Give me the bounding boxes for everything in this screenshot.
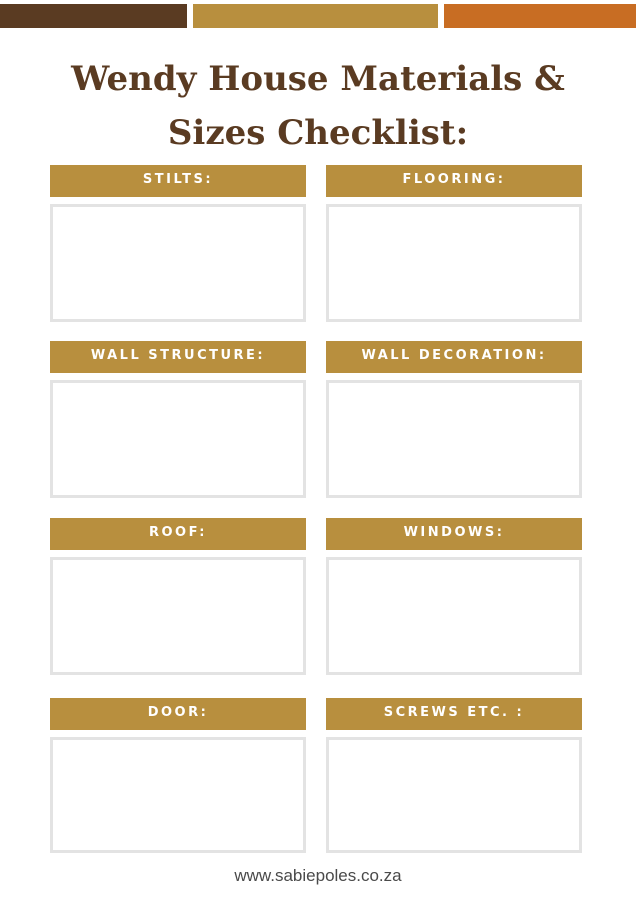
section-label-screws: SCREWS ETC. :: [326, 698, 582, 730]
header-stripe-orange: [444, 4, 636, 28]
input-box-windows[interactable]: [326, 557, 582, 675]
input-box-stilts[interactable]: [50, 204, 306, 322]
header-stripe-gold: [193, 4, 438, 28]
section-flooring: [326, 165, 582, 322]
section-wall-decoration: [326, 341, 582, 498]
section-label-windows: WINDOWS:: [326, 518, 582, 550]
title-line-2: Sizes Checklist:: [167, 113, 469, 153]
header-stripe-brown: [0, 4, 187, 28]
section-label-wall-structure: WALL STRUCTURE:: [50, 341, 306, 373]
section-door: [50, 698, 306, 853]
title-line-1: Wendy House Materials &: [71, 59, 565, 99]
input-box-screws[interactable]: [326, 737, 582, 853]
input-box-roof[interactable]: [50, 557, 306, 675]
page-title: [0, 52, 636, 160]
input-box-flooring[interactable]: [326, 204, 582, 322]
section-label-roof: ROOF:: [50, 518, 306, 550]
input-box-door[interactable]: [50, 737, 306, 853]
section-roof: [50, 518, 306, 675]
section-label-wall-decoration: WALL DECORATION:: [326, 341, 582, 373]
section-windows: [326, 518, 582, 675]
section-stilts: [50, 165, 306, 322]
section-label-door: DOOR:: [50, 698, 306, 730]
section-label-flooring: FLOORING:: [326, 165, 582, 197]
input-box-wall-structure[interactable]: [50, 380, 306, 498]
footer-website: www.sabiepoles.co.za: [234, 866, 402, 885]
section-label-stilts: STILTS:: [50, 165, 306, 197]
section-screws: [326, 698, 582, 853]
section-wall-structure: [50, 341, 306, 498]
input-box-wall-decoration[interactable]: [326, 380, 582, 498]
